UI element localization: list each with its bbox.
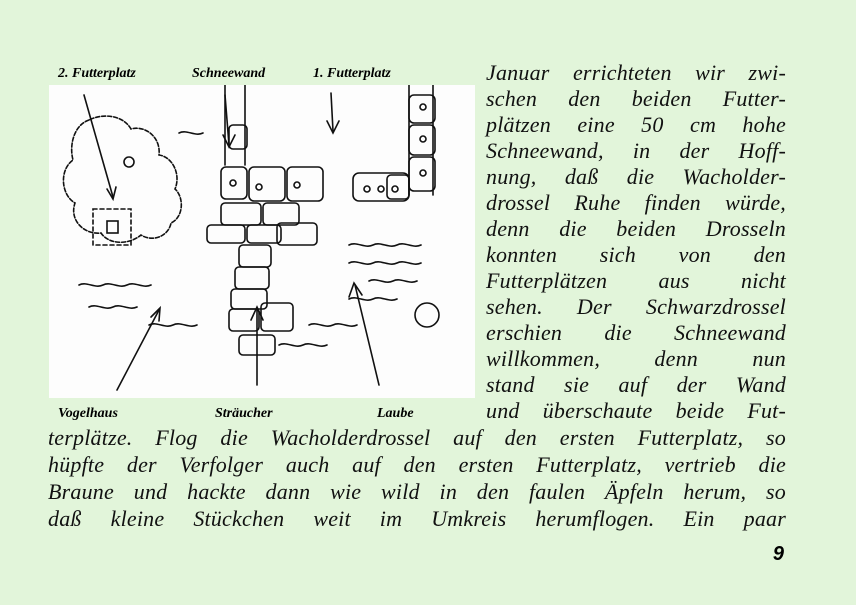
text-line: Futterplätzen aus nicht — [486, 268, 786, 293]
label-futterplatz-1: 1. Futterplatz — [313, 66, 391, 81]
page-number: 9 — [772, 543, 784, 565]
text-line: terplätze. Flog die Wacholderdrossel auf den ersten Futterplatz, so — [48, 425, 786, 450]
label-laube: Laube — [377, 406, 414, 421]
text-line: willkommen, denn nun — [486, 346, 786, 371]
text-line: stand sie auf der Wand — [486, 372, 786, 397]
text-line: und überschaute beide Fut- — [486, 398, 786, 423]
label-straeucher: Sträucher — [215, 406, 273, 421]
text-line: schen den beiden Futter- — [486, 86, 786, 111]
text-line: plätzen eine 50 cm hohe — [486, 112, 786, 137]
text-line: denn die beiden Drosseln — [486, 216, 786, 241]
text-line: erschien die Schneewand — [486, 320, 786, 345]
text-line: Januar errichteten wir zwi- — [486, 60, 786, 85]
text-line: sehen. Der Schwarzdrossel — [486, 294, 786, 319]
text-line: Braune und hackte dann wie wild in den faulen Äpfeln herum, so — [48, 479, 786, 504]
text-line: Schneewand, in der Hoff- — [486, 138, 786, 163]
label-schneewand: Schneewand — [192, 66, 266, 81]
label-futterplatz-2: 2. Futterplatz — [58, 66, 136, 81]
garden-sketch-drawing — [49, 85, 475, 398]
text-line: hüpfte der Verfolger auch auf den ersten Futterplatz, vertrieb die — [48, 452, 786, 477]
garden-sketch — [49, 85, 475, 398]
label-vogelhaus: Vogelhaus — [58, 406, 118, 421]
text-line: nung, daß die Wacholder- — [486, 164, 786, 189]
text-line: drossel Ruhe finden würde, — [486, 190, 786, 215]
text-line: konnten sich von den — [486, 242, 786, 267]
text-line: daß kleine Stückchen weit im Umkreis herumflogen. Ein paar — [48, 506, 786, 531]
